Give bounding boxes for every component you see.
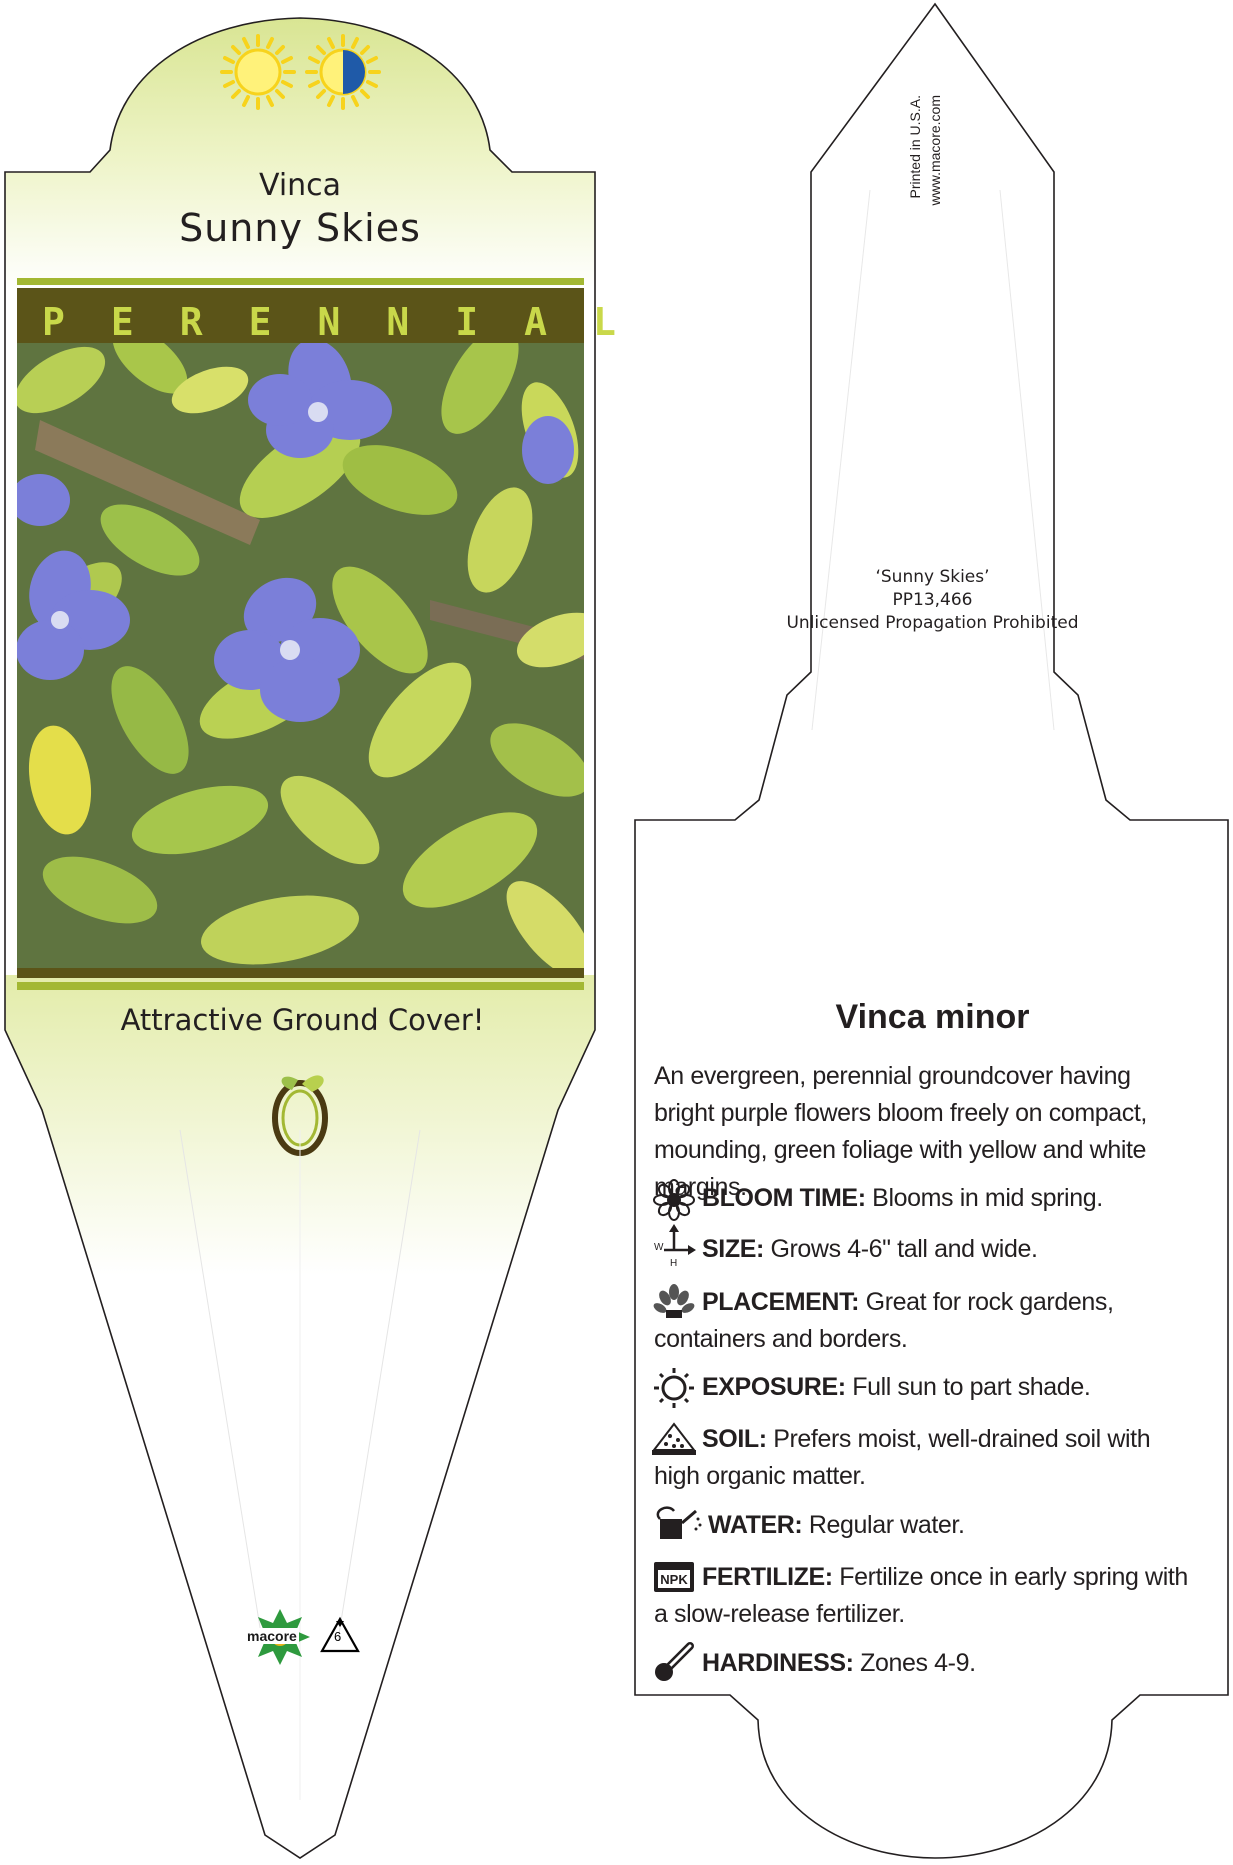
svg-text:NPK: NPK xyxy=(660,1572,688,1587)
attribute-text: Prefers moist, well-drained soil with high organic matter. xyxy=(654,1425,1151,1490)
patent-info xyxy=(760,566,1105,635)
attribute-label: BLOOM TIME: xyxy=(702,1184,866,1212)
attribute-label: WATER: xyxy=(708,1511,803,1539)
attribute-exposure xyxy=(654,1369,1199,1406)
attribute-label: FERTILIZE: xyxy=(702,1563,833,1591)
plant-description: An evergreen, perennial groundcover having bright purple flowers bloom freely on compact, mounding, green foliage with yellow and white margins. xyxy=(654,1062,1147,1201)
tagline: Attractive Ground Cover! xyxy=(120,1003,485,1037)
attribute-text: Blooms in mid spring. xyxy=(865,1184,1103,1212)
patent-variety: ‘Sunny Skies’ xyxy=(875,567,990,587)
attribute-text: Great for rock gardens, containers and borders. xyxy=(654,1288,1114,1353)
printed-in-info xyxy=(905,95,945,235)
website-line: www.macore.com xyxy=(927,95,943,206)
recycle-code: 6 xyxy=(334,1629,342,1644)
attribute-label: HARDINESS: xyxy=(702,1649,854,1677)
category-banner-text: PERENNIAL xyxy=(42,300,662,344)
common-name: Vinca xyxy=(258,168,342,203)
plant-photo xyxy=(4,314,610,993)
attribute-placement xyxy=(654,1284,1199,1358)
svg-text:H: H xyxy=(670,1258,678,1269)
attribute-text: Zones 4-9. xyxy=(853,1649,976,1677)
attribute-bloom-time xyxy=(654,1180,1199,1217)
part-sun-icon xyxy=(307,36,379,108)
variety-name: Sunny Skies xyxy=(179,206,421,250)
attribute-hardiness xyxy=(654,1645,1199,1682)
attribute-label: EXPOSURE: xyxy=(702,1373,846,1401)
attribute-text: Full sun to part shade. xyxy=(845,1373,1091,1401)
attribute-text: Grows 4-6" tall and wide. xyxy=(763,1235,1038,1263)
svg-text:W: W xyxy=(654,1242,664,1253)
attribute-size xyxy=(654,1231,1199,1268)
printed-in-line: Printed in U.S.A. xyxy=(907,95,923,199)
attribute-label: SIZE: xyxy=(702,1235,764,1263)
attribute-soil xyxy=(654,1421,1199,1495)
patent-number: PP13,466 xyxy=(892,590,973,610)
attribute-text: Fertilize once in early spring with a slow-release fertilizer. xyxy=(654,1563,1188,1628)
attribute-label: SOIL: xyxy=(702,1425,767,1453)
attribute-label: PLACEMENT: xyxy=(702,1288,860,1316)
attribute-water xyxy=(654,1507,1199,1544)
full-sun-icon xyxy=(222,36,294,108)
attribute-fertilize xyxy=(654,1559,1199,1633)
patent-notice: Unlicensed Propagation Prohibited xyxy=(786,613,1079,633)
attribute-text: Regular water. xyxy=(802,1511,965,1539)
brand-name: macore xyxy=(247,1628,297,1644)
botanical-name: Vinca minor xyxy=(835,998,1030,1036)
